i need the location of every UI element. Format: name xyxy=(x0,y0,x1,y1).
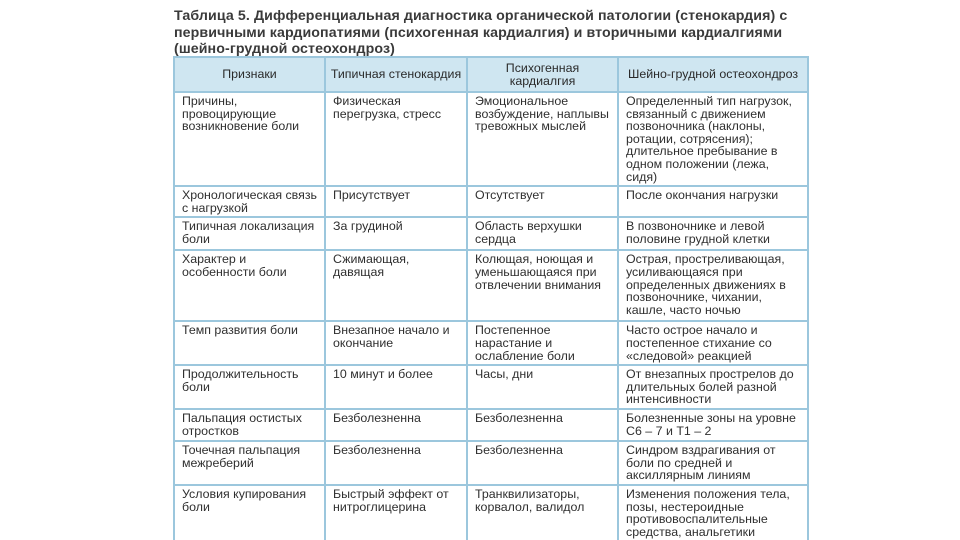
table-cell: Синдром вздрагивания от боли по средней и аксиллярным линиям xyxy=(618,441,808,485)
table-row xyxy=(174,365,808,409)
table-container xyxy=(173,56,807,540)
table-cell: Типичная локализация боли xyxy=(174,217,325,250)
table-cell: Внезапное начало и окончание xyxy=(325,321,467,365)
table-cell: Условия купирования боли xyxy=(174,485,325,540)
table-cell: Безболезненна xyxy=(467,409,618,441)
table-cell: Транквилизаторы, корвалол, валидол xyxy=(467,485,618,540)
table-cell: Точечная пальпация межреберий xyxy=(174,441,325,485)
table-cell: Присутствует xyxy=(325,186,467,217)
table-row xyxy=(174,250,808,321)
table-cell: Безболезненна xyxy=(467,441,618,485)
table-row xyxy=(174,186,808,217)
table-cell: За грудиной xyxy=(325,217,467,250)
table-cell: Пальпация остистых отростков xyxy=(174,409,325,441)
table-cell: Острая, простреливающая, усиливающаяся при определенных движениях в позвоночнике, чихании, кашле, часто ночью xyxy=(618,250,808,321)
table-row xyxy=(174,217,808,250)
table-cell: Физическая перегрузка, стресс xyxy=(325,92,467,186)
table-caption: Таблица 5. Дифференциальная диагностика органической патологии (стенокардия) с первичными кардиопатиями (психогенная кардиалгия) и вторичными кардиалгиями (шейно-грудной остеохондроз) xyxy=(174,8,788,57)
table-cell: В позвоночнике и левой половине грудной клетки xyxy=(618,217,808,250)
table-cell: Определенный тип нагрузок, связанный с движением позвоночника (наклоны, ротации, сотрясения); длительное пребывание в одном положении (лежа, сидя) xyxy=(618,92,808,186)
table-cell: Темп развития боли xyxy=(174,321,325,365)
table-row xyxy=(174,441,808,485)
table-cell: Болезненные зоны на уровне С6 – 7 и Т1 – 2 xyxy=(618,409,808,441)
header-cell-psychogenic: Психогенная кардиалгия xyxy=(467,57,618,92)
diagnosis-table xyxy=(173,56,809,540)
table-header-row xyxy=(174,57,808,92)
table-cell: Безболезненна xyxy=(325,441,467,485)
table-cell: Изменения положения тела, позы, нестероидные противовоспалительные средства, анальгетики xyxy=(618,485,808,540)
header-cell-osteochondrosis: Шейно-грудной остеохондроз xyxy=(618,57,808,92)
table-cell: Колющая, ноющая и уменьшающаяся при отвлечении внимания xyxy=(467,250,618,321)
table-cell: От внезапных прострелов до длительных болей разной интенсивности xyxy=(618,365,808,409)
table-cell: Продолжительность боли xyxy=(174,365,325,409)
table-cell: Часы, дни xyxy=(467,365,618,409)
table-cell: Часто острое начало и постепенное стихание со «следовой» реакцией xyxy=(618,321,808,365)
table-cell: Отсутствует xyxy=(467,186,618,217)
table-row xyxy=(174,92,808,186)
table-cell: Безболезненна xyxy=(325,409,467,441)
table-row xyxy=(174,321,808,365)
table-cell: Причины, провоцирующие возникновение боли xyxy=(174,92,325,186)
table-cell: Сжимающая, давящая xyxy=(325,250,467,321)
table-cell: Характер и особенности боли xyxy=(174,250,325,321)
table-cell: После окончания нагрузки xyxy=(618,186,808,217)
table-row xyxy=(174,409,808,441)
table-cell: Хронологическая связь с нагрузкой xyxy=(174,186,325,217)
table-cell: Постепенное нарастание и ослабление боли xyxy=(467,321,618,365)
table-cell: Область верхушки сердца xyxy=(467,217,618,250)
table-cell: 10 минут и более xyxy=(325,365,467,409)
header-cell-angina: Типичная стенокардия xyxy=(325,57,467,92)
header-cell-signs: Признаки xyxy=(174,57,325,92)
table-cell: Эмоциональное возбуждение, наплывы тревожных мыслей xyxy=(467,92,618,186)
table-cell: Быстрый эффект от нитроглицерина xyxy=(325,485,467,540)
table-row xyxy=(174,485,808,540)
